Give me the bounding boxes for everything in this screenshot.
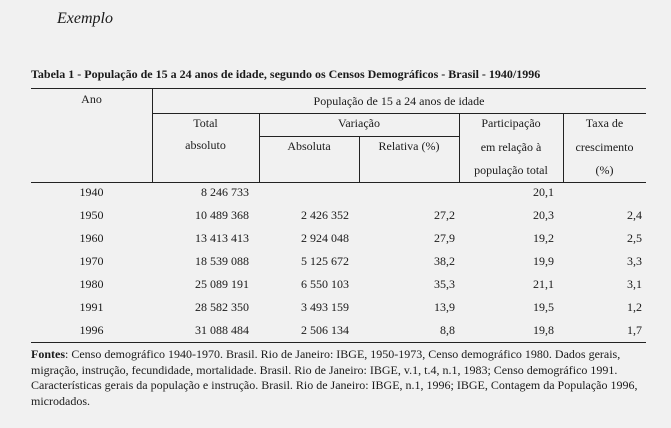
- cell-participacao: 19,9: [533, 254, 554, 268]
- cell-participacao: 19,8: [533, 323, 554, 337]
- header-bottom-rule: [31, 182, 646, 183]
- cell-participacao: 20,1: [533, 185, 554, 199]
- cell-relativa: 8,8: [440, 323, 455, 337]
- cell-total: 25 089 191: [195, 277, 249, 291]
- cell-ano: 1996: [79, 323, 104, 337]
- cell-taxa: 2,5: [627, 231, 642, 245]
- cell-absoluta: 3 493 159: [301, 300, 349, 314]
- header-total-line1: Total: [193, 116, 218, 130]
- header-group: População de 15 a 24 anos de idade: [313, 94, 485, 108]
- table-bottom-rule: [31, 342, 646, 343]
- cell-taxa: 3,1: [627, 277, 642, 291]
- cell-participacao: 21,1: [533, 277, 554, 291]
- cell-participacao: 20,3: [533, 208, 554, 222]
- cell-absoluta: 2 924 048: [301, 231, 349, 245]
- cell-absoluta: 2 426 352: [301, 208, 349, 222]
- cell-ano: 1950: [79, 208, 104, 222]
- header-taxa-line3: (%): [595, 163, 614, 177]
- cell-ano: 1970: [79, 254, 104, 268]
- cell-relativa: 35,3: [434, 277, 455, 291]
- group-header-rule: [152, 113, 646, 114]
- header-taxa-line1: Taxa de: [585, 116, 624, 130]
- header-ano: Ano: [81, 92, 102, 106]
- cell-participacao: 19,5: [533, 300, 554, 314]
- sources-text: : Censo demográfico 1940-1970. Brasil. Rio de Janeiro: IBGE, 1950-1973, Censo demográfico 1980. Dados gerais, migração, instrução, fecundidade, mortalidade. Brasil. Rio de Janeiro: IBGE, v.1, t.4, n.1, 1983; Censo demográfico 1991. Características gerais da população e instrução. Brasil. Rio de Janeiro: IBGE, n.1, 1996; IBGE, Contagem da População 1996, microdados.: [31, 347, 638, 408]
- table-top-rule: [31, 88, 646, 89]
- cell-ano: 1960: [79, 231, 104, 245]
- header-taxa-line2: crescimento: [575, 140, 634, 154]
- cell-ano: 1991: [79, 300, 104, 314]
- cell-relativa: 38,2: [434, 254, 455, 268]
- header-participacao-line2: em relação à: [480, 140, 542, 154]
- cell-total: 28 582 350: [195, 300, 249, 314]
- cell-absoluta: 2 506 134: [301, 323, 349, 337]
- cell-absoluta: 6 550 103: [301, 277, 349, 291]
- cell-participacao: 19,2: [533, 231, 554, 245]
- cell-taxa: 1,7: [627, 323, 642, 337]
- example-heading: Exemplo: [57, 10, 113, 27]
- cell-ano: 1940: [79, 185, 104, 199]
- header-variacao: Variação: [338, 116, 380, 130]
- header-participacao-line1: Participação: [481, 116, 541, 130]
- sources-label: Fontes: [31, 347, 65, 361]
- cell-relativa: 27,9: [434, 231, 455, 245]
- cell-relativa: 27,2: [434, 208, 455, 222]
- cell-ano: 1980: [79, 277, 104, 291]
- cell-total: 8 246 733: [201, 185, 249, 199]
- cell-taxa: 3,3: [627, 254, 642, 268]
- header-total-line2: absoluto: [185, 138, 226, 152]
- sources-note: [31, 347, 646, 409]
- header-relativa: Relativa (%): [378, 139, 440, 153]
- cell-total: 18 539 088: [195, 254, 249, 268]
- cell-taxa: 2,4: [627, 208, 642, 222]
- header-participacao-line3: população total: [474, 163, 548, 177]
- cell-relativa: 13,9: [434, 300, 455, 314]
- cell-total: 31 088 484: [195, 323, 249, 337]
- cell-taxa: 1,2: [627, 300, 642, 314]
- cell-total: 13 413 413: [195, 231, 249, 245]
- cell-total: 10 489 368: [195, 208, 249, 222]
- table-title: Tabela 1 - População de 15 a 24 anos de idade, segundo os Censos Demográficos - Brasil - 1940/1996: [31, 67, 541, 81]
- header-absoluta: Absoluta: [287, 139, 331, 153]
- cell-absoluta: 5 125 672: [301, 254, 349, 268]
